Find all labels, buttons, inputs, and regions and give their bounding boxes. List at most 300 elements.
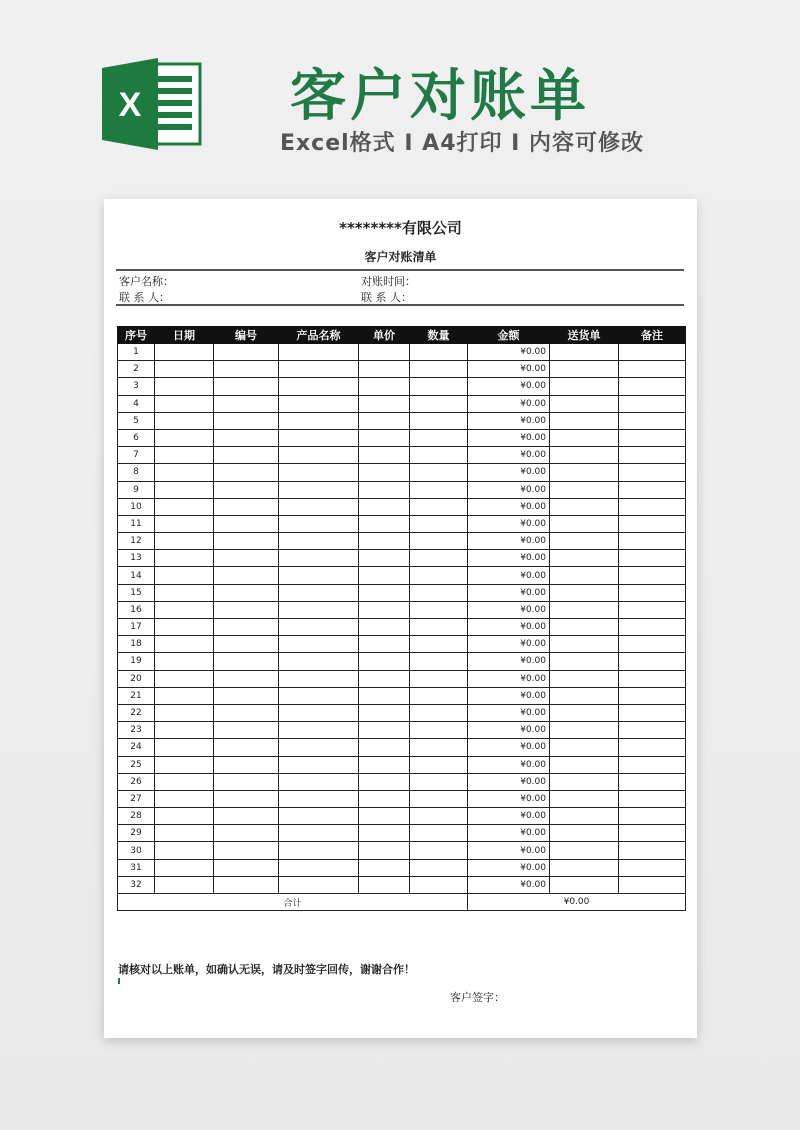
empty-cell[interactable] xyxy=(410,344,468,361)
empty-cell[interactable] xyxy=(359,601,410,618)
empty-cell[interactable] xyxy=(410,550,468,567)
row-number-cell[interactable]: 8 xyxy=(118,464,155,481)
document-title: 客户对账清单 xyxy=(364,250,437,264)
empty-cell[interactable] xyxy=(279,344,359,361)
empty-cell[interactable] xyxy=(359,670,410,687)
empty-cell[interactable] xyxy=(214,704,279,721)
empty-cell[interactable] xyxy=(550,515,619,532)
empty-cell[interactable] xyxy=(550,704,619,721)
empty-cell[interactable] xyxy=(550,533,619,550)
banner xyxy=(0,0,800,190)
empty-cell[interactable] xyxy=(279,412,359,429)
amount-cell[interactable]: ¥0.00 xyxy=(468,464,550,481)
empty-cell[interactable] xyxy=(214,636,279,653)
empty-cell[interactable] xyxy=(279,722,359,739)
empty-cell[interactable] xyxy=(619,464,686,481)
amount-cell[interactable]: ¥0.00 xyxy=(468,584,550,601)
empty-cell[interactable] xyxy=(155,670,214,687)
amount-cell[interactable]: ¥0.00 xyxy=(468,533,550,550)
empty-cell[interactable] xyxy=(214,842,279,859)
empty-cell[interactable] xyxy=(279,515,359,532)
empty-cell[interactable] xyxy=(619,790,686,807)
empty-cell[interactable] xyxy=(155,567,214,584)
row-number-cell[interactable]: 26 xyxy=(118,773,155,790)
amount-cell[interactable]: ¥0.00 xyxy=(468,515,550,532)
empty-cell[interactable] xyxy=(359,687,410,704)
row-number-cell[interactable]: 31 xyxy=(118,859,155,876)
amount-cell[interactable]: ¥0.00 xyxy=(468,378,550,395)
empty-cell[interactable] xyxy=(155,498,214,515)
empty-cell[interactable] xyxy=(359,567,410,584)
row-number-cell[interactable]: 32 xyxy=(118,876,155,893)
empty-cell[interactable] xyxy=(359,876,410,893)
amount-cell[interactable]: ¥0.00 xyxy=(468,550,550,567)
empty-cell[interactable] xyxy=(619,808,686,825)
empty-cell[interactable] xyxy=(550,739,619,756)
amount-cell[interactable]: ¥0.00 xyxy=(468,825,550,842)
empty-cell[interactable] xyxy=(619,773,686,790)
empty-cell[interactable] xyxy=(359,584,410,601)
empty-cell[interactable] xyxy=(214,584,279,601)
empty-cell[interactable] xyxy=(410,704,468,721)
empty-cell[interactable] xyxy=(155,584,214,601)
empty-cell[interactable] xyxy=(550,584,619,601)
empty-cell[interactable] xyxy=(550,395,619,412)
empty-cell[interactable] xyxy=(359,842,410,859)
row-number-cell[interactable]: 6 xyxy=(118,429,155,446)
empty-cell[interactable] xyxy=(279,756,359,773)
empty-cell[interactable] xyxy=(619,344,686,361)
empty-cell[interactable] xyxy=(155,773,214,790)
empty-cell[interactable] xyxy=(619,584,686,601)
empty-cell[interactable] xyxy=(359,447,410,464)
empty-cell[interactable] xyxy=(279,773,359,790)
empty-cell[interactable] xyxy=(155,825,214,842)
row-number-cell[interactable]: 23 xyxy=(118,722,155,739)
empty-cell[interactable] xyxy=(279,464,359,481)
empty-cell[interactable] xyxy=(410,395,468,412)
empty-cell[interactable] xyxy=(550,790,619,807)
empty-cell[interactable] xyxy=(214,378,279,395)
empty-cell[interactable] xyxy=(619,395,686,412)
empty-cell[interactable] xyxy=(359,464,410,481)
empty-cell[interactable] xyxy=(155,722,214,739)
empty-cell[interactable] xyxy=(279,670,359,687)
row-number-cell[interactable]: 10 xyxy=(118,498,155,515)
amount-cell[interactable]: ¥0.00 xyxy=(468,361,550,378)
table-row xyxy=(118,395,686,412)
empty-cell[interactable] xyxy=(155,601,214,618)
empty-cell[interactable] xyxy=(359,756,410,773)
empty-cell[interactable] xyxy=(214,412,279,429)
row-number-cell[interactable]: 27 xyxy=(118,790,155,807)
empty-cell[interactable] xyxy=(619,619,686,636)
empty-cell[interactable] xyxy=(214,395,279,412)
empty-cell[interactable] xyxy=(410,515,468,532)
empty-cell[interactable] xyxy=(619,739,686,756)
row-number-cell[interactable]: 18 xyxy=(118,636,155,653)
row-number-cell[interactable]: 7 xyxy=(118,447,155,464)
empty-cell[interactable] xyxy=(279,876,359,893)
amount-cell[interactable]: ¥0.00 xyxy=(468,344,550,361)
empty-cell[interactable] xyxy=(410,773,468,790)
empty-cell[interactable] xyxy=(279,429,359,446)
empty-cell[interactable] xyxy=(359,722,410,739)
amount-cell[interactable]: ¥0.00 xyxy=(468,670,550,687)
empty-cell[interactable] xyxy=(214,619,279,636)
empty-cell[interactable] xyxy=(410,601,468,618)
table-row xyxy=(118,670,686,687)
empty-cell[interactable] xyxy=(359,859,410,876)
empty-cell[interactable] xyxy=(550,636,619,653)
empty-cell[interactable] xyxy=(410,670,468,687)
empty-cell[interactable] xyxy=(410,533,468,550)
empty-cell[interactable] xyxy=(279,842,359,859)
amount-cell[interactable]: ¥0.00 xyxy=(468,498,550,515)
amount-cell[interactable]: ¥0.00 xyxy=(468,567,550,584)
empty-cell[interactable] xyxy=(214,567,279,584)
empty-cell[interactable] xyxy=(619,653,686,670)
empty-cell[interactable] xyxy=(410,447,468,464)
empty-cell[interactable] xyxy=(279,653,359,670)
empty-cell[interactable] xyxy=(550,756,619,773)
amount-cell[interactable]: ¥0.00 xyxy=(468,859,550,876)
confirmation-note: 请核对以上账单，如确认无误，请及时签字回传，谢谢合作！ xyxy=(118,963,415,976)
empty-cell[interactable] xyxy=(410,464,468,481)
empty-cell[interactable] xyxy=(155,619,214,636)
empty-cell[interactable] xyxy=(279,687,359,704)
empty-cell[interactable] xyxy=(214,687,279,704)
row-number-cell[interactable]: 15 xyxy=(118,584,155,601)
empty-cell[interactable] xyxy=(359,344,410,361)
amount-cell[interactable]: ¥0.00 xyxy=(468,808,550,825)
amount-cell[interactable]: ¥0.00 xyxy=(468,619,550,636)
empty-cell[interactable] xyxy=(619,825,686,842)
empty-cell[interactable] xyxy=(155,550,214,567)
empty-cell[interactable] xyxy=(410,498,468,515)
empty-cell[interactable] xyxy=(410,756,468,773)
empty-cell[interactable] xyxy=(214,550,279,567)
row-number-cell[interactable]: 22 xyxy=(118,704,155,721)
empty-cell[interactable] xyxy=(155,412,214,429)
amount-cell[interactable]: ¥0.00 xyxy=(468,790,550,807)
empty-cell[interactable] xyxy=(619,447,686,464)
empty-cell[interactable] xyxy=(410,378,468,395)
empty-cell[interactable] xyxy=(619,429,686,446)
empty-cell[interactable] xyxy=(410,687,468,704)
empty-cell[interactable] xyxy=(359,498,410,515)
empty-cell[interactable] xyxy=(550,464,619,481)
empty-cell[interactable] xyxy=(214,344,279,361)
empty-cell[interactable] xyxy=(279,704,359,721)
empty-cell[interactable] xyxy=(214,756,279,773)
row-number-cell[interactable]: 16 xyxy=(118,601,155,618)
empty-cell[interactable] xyxy=(550,498,619,515)
empty-cell[interactable] xyxy=(359,533,410,550)
row-number-cell[interactable]: 24 xyxy=(118,739,155,756)
empty-cell[interactable] xyxy=(619,515,686,532)
empty-cell[interactable] xyxy=(155,481,214,498)
amount-cell[interactable]: ¥0.00 xyxy=(468,412,550,429)
amount-cell[interactable]: ¥0.00 xyxy=(468,842,550,859)
empty-cell[interactable] xyxy=(550,653,619,670)
empty-cell[interactable] xyxy=(410,412,468,429)
empty-cell[interactable] xyxy=(619,412,686,429)
empty-cell[interactable] xyxy=(155,395,214,412)
empty-cell[interactable] xyxy=(155,687,214,704)
empty-cell[interactable] xyxy=(214,859,279,876)
empty-cell[interactable] xyxy=(155,842,214,859)
empty-cell[interactable] xyxy=(155,447,214,464)
empty-cell[interactable] xyxy=(279,447,359,464)
empty-cell[interactable] xyxy=(619,567,686,584)
empty-cell[interactable] xyxy=(155,790,214,807)
amount-cell[interactable]: ¥0.00 xyxy=(468,687,550,704)
amount-cell[interactable]: ¥0.00 xyxy=(468,429,550,446)
table-row xyxy=(118,739,686,756)
empty-cell[interactable] xyxy=(619,704,686,721)
row-number-cell[interactable]: 25 xyxy=(118,756,155,773)
empty-cell[interactable] xyxy=(550,567,619,584)
amount-cell[interactable]: ¥0.00 xyxy=(468,756,550,773)
empty-cell[interactable] xyxy=(359,636,410,653)
empty-cell[interactable] xyxy=(410,429,468,446)
empty-cell[interactable] xyxy=(550,687,619,704)
row-number-cell[interactable]: 13 xyxy=(118,550,155,567)
empty-cell[interactable] xyxy=(214,447,279,464)
row-number-cell[interactable]: 20 xyxy=(118,670,155,687)
empty-cell[interactable] xyxy=(279,601,359,618)
empty-cell[interactable] xyxy=(279,825,359,842)
empty-cell[interactable] xyxy=(279,790,359,807)
empty-cell[interactable] xyxy=(410,619,468,636)
empty-cell[interactable] xyxy=(359,481,410,498)
empty-cell[interactable] xyxy=(550,842,619,859)
row-number-cell[interactable]: 3 xyxy=(118,378,155,395)
empty-cell[interactable] xyxy=(214,876,279,893)
amount-cell[interactable]: ¥0.00 xyxy=(468,601,550,618)
table-row xyxy=(118,378,686,395)
empty-cell[interactable] xyxy=(410,722,468,739)
empty-cell[interactable] xyxy=(619,481,686,498)
empty-cell[interactable] xyxy=(214,670,279,687)
empty-cell[interactable] xyxy=(410,808,468,825)
empty-cell[interactable] xyxy=(550,429,619,446)
empty-cell[interactable] xyxy=(214,515,279,532)
empty-cell[interactable] xyxy=(619,498,686,515)
empty-cell[interactable] xyxy=(550,619,619,636)
empty-cell[interactable] xyxy=(155,876,214,893)
col-header: 编号 xyxy=(214,327,279,344)
empty-cell[interactable] xyxy=(550,670,619,687)
empty-cell[interactable] xyxy=(359,653,410,670)
empty-cell[interactable] xyxy=(550,601,619,618)
empty-cell[interactable] xyxy=(214,722,279,739)
empty-cell[interactable] xyxy=(619,687,686,704)
empty-cell[interactable] xyxy=(619,722,686,739)
empty-cell[interactable] xyxy=(619,533,686,550)
empty-cell[interactable] xyxy=(550,722,619,739)
empty-cell[interactable] xyxy=(359,808,410,825)
empty-cell[interactable] xyxy=(550,412,619,429)
empty-cell[interactable] xyxy=(550,876,619,893)
row-number-cell[interactable]: 29 xyxy=(118,825,155,842)
table-row xyxy=(118,464,686,481)
empty-cell[interactable] xyxy=(550,481,619,498)
empty-cell[interactable] xyxy=(214,464,279,481)
empty-cell[interactable] xyxy=(155,859,214,876)
empty-cell[interactable] xyxy=(359,361,410,378)
empty-cell[interactable] xyxy=(410,790,468,807)
empty-cell[interactable] xyxy=(359,395,410,412)
empty-cell[interactable] xyxy=(214,533,279,550)
empty-cell[interactable] xyxy=(359,429,410,446)
empty-cell[interactable] xyxy=(550,378,619,395)
empty-cell[interactable] xyxy=(550,361,619,378)
empty-cell[interactable] xyxy=(619,756,686,773)
amount-cell[interactable]: ¥0.00 xyxy=(468,636,550,653)
empty-cell[interactable] xyxy=(550,859,619,876)
empty-cell[interactable] xyxy=(155,808,214,825)
amount-cell[interactable]: ¥0.00 xyxy=(468,653,550,670)
empty-cell[interactable] xyxy=(410,653,468,670)
empty-cell[interactable] xyxy=(214,481,279,498)
empty-cell[interactable] xyxy=(279,567,359,584)
empty-cell[interactable] xyxy=(214,498,279,515)
empty-cell[interactable] xyxy=(619,378,686,395)
empty-cell[interactable] xyxy=(155,361,214,378)
empty-cell[interactable] xyxy=(214,361,279,378)
empty-cell[interactable] xyxy=(155,739,214,756)
empty-cell[interactable] xyxy=(155,704,214,721)
empty-cell[interactable] xyxy=(279,395,359,412)
empty-cell[interactable] xyxy=(155,653,214,670)
empty-cell[interactable] xyxy=(214,653,279,670)
row-number-cell[interactable]: 30 xyxy=(118,842,155,859)
row-number-cell[interactable]: 2 xyxy=(118,361,155,378)
empty-cell[interactable] xyxy=(214,773,279,790)
empty-cell[interactable] xyxy=(279,859,359,876)
empty-cell[interactable] xyxy=(359,378,410,395)
empty-cell[interactable] xyxy=(619,361,686,378)
empty-cell[interactable] xyxy=(359,619,410,636)
row-number-cell[interactable]: 14 xyxy=(118,567,155,584)
table-row xyxy=(118,842,686,859)
row-number-cell[interactable]: 11 xyxy=(118,515,155,532)
empty-cell[interactable] xyxy=(155,533,214,550)
amount-cell[interactable]: ¥0.00 xyxy=(468,395,550,412)
empty-cell[interactable] xyxy=(214,429,279,446)
table-row xyxy=(118,550,686,567)
table-row xyxy=(118,481,686,498)
empty-cell[interactable] xyxy=(359,773,410,790)
empty-cell[interactable] xyxy=(279,550,359,567)
empty-cell[interactable] xyxy=(619,859,686,876)
empty-cell[interactable] xyxy=(155,378,214,395)
row-number-cell[interactable]: 19 xyxy=(118,653,155,670)
empty-cell[interactable] xyxy=(279,378,359,395)
empty-cell[interactable] xyxy=(550,773,619,790)
amount-cell[interactable]: ¥0.00 xyxy=(468,739,550,756)
empty-cell[interactable] xyxy=(619,670,686,687)
empty-cell[interactable] xyxy=(279,498,359,515)
row-number-cell[interactable]: 5 xyxy=(118,412,155,429)
empty-cell[interactable] xyxy=(619,550,686,567)
empty-cell[interactable] xyxy=(410,567,468,584)
empty-cell[interactable] xyxy=(279,619,359,636)
empty-cell[interactable] xyxy=(359,739,410,756)
empty-cell[interactable] xyxy=(155,344,214,361)
empty-cell[interactable] xyxy=(410,825,468,842)
empty-cell[interactable] xyxy=(214,601,279,618)
empty-cell[interactable] xyxy=(410,842,468,859)
empty-cell[interactable] xyxy=(410,859,468,876)
empty-cell[interactable] xyxy=(410,739,468,756)
row-number-cell[interactable]: 17 xyxy=(118,619,155,636)
empty-cell[interactable] xyxy=(359,550,410,567)
empty-cell[interactable] xyxy=(214,825,279,842)
amount-cell[interactable]: ¥0.00 xyxy=(468,773,550,790)
amount-cell[interactable]: ¥0.00 xyxy=(468,704,550,721)
empty-cell[interactable] xyxy=(359,704,410,721)
empty-cell[interactable] xyxy=(550,808,619,825)
empty-cell[interactable] xyxy=(359,412,410,429)
empty-cell[interactable] xyxy=(619,601,686,618)
amount-cell[interactable]: ¥0.00 xyxy=(468,481,550,498)
row-number-cell[interactable]: 12 xyxy=(118,533,155,550)
empty-cell[interactable] xyxy=(279,584,359,601)
empty-cell[interactable] xyxy=(155,636,214,653)
empty-cell[interactable] xyxy=(410,481,468,498)
empty-cell[interactable] xyxy=(155,515,214,532)
empty-cell[interactable] xyxy=(279,739,359,756)
empty-cell[interactable] xyxy=(550,825,619,842)
empty-cell[interactable] xyxy=(410,361,468,378)
amount-cell[interactable]: ¥0.00 xyxy=(468,722,550,739)
empty-cell[interactable] xyxy=(619,876,686,893)
empty-cell[interactable] xyxy=(619,842,686,859)
empty-cell[interactable] xyxy=(279,481,359,498)
empty-cell[interactable] xyxy=(279,533,359,550)
empty-cell[interactable] xyxy=(359,790,410,807)
row-number-cell[interactable]: 28 xyxy=(118,808,155,825)
empty-cell[interactable] xyxy=(155,756,214,773)
empty-cell[interactable] xyxy=(155,464,214,481)
amount-cell[interactable]: ¥0.00 xyxy=(468,447,550,464)
amount-cell[interactable]: ¥0.00 xyxy=(468,876,550,893)
empty-cell[interactable] xyxy=(410,876,468,893)
empty-cell[interactable] xyxy=(214,808,279,825)
empty-cell[interactable] xyxy=(550,344,619,361)
empty-cell[interactable] xyxy=(155,429,214,446)
row-number-cell[interactable]: 4 xyxy=(118,395,155,412)
empty-cell[interactable] xyxy=(410,584,468,601)
row-number-cell[interactable]: 9 xyxy=(118,481,155,498)
empty-cell[interactable] xyxy=(410,636,468,653)
empty-cell[interactable] xyxy=(214,739,279,756)
empty-cell[interactable] xyxy=(619,636,686,653)
empty-cell[interactable] xyxy=(279,361,359,378)
empty-cell[interactable] xyxy=(359,825,410,842)
empty-cell[interactable] xyxy=(550,447,619,464)
row-number-cell[interactable]: 21 xyxy=(118,687,155,704)
empty-cell[interactable] xyxy=(359,515,410,532)
row-number-cell[interactable]: 1 xyxy=(118,344,155,361)
empty-cell[interactable] xyxy=(214,790,279,807)
empty-cell[interactable] xyxy=(279,636,359,653)
empty-cell[interactable] xyxy=(279,808,359,825)
empty-cell[interactable] xyxy=(550,550,619,567)
